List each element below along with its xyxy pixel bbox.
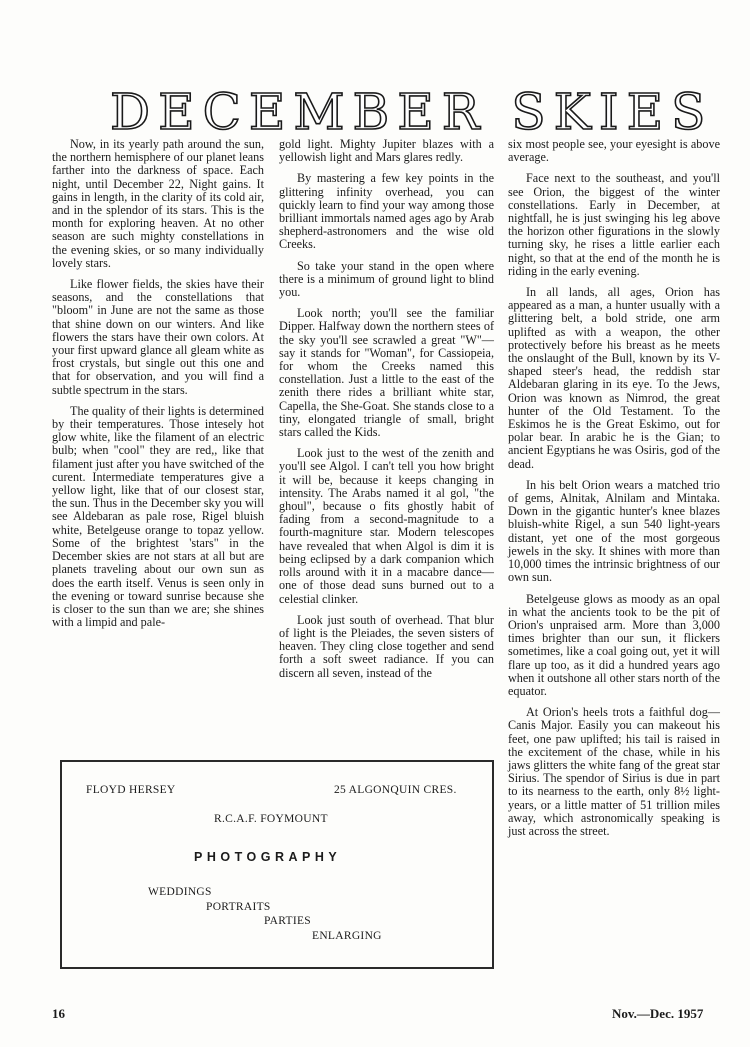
paragraph: So take your stand in the open where there is a minimum of ground light to blind you. bbox=[279, 258, 494, 300]
ad-service: PORTRAITS bbox=[206, 901, 271, 913]
paragraph: six most people see, your eyesight is above average. bbox=[508, 137, 720, 165]
article-title: DECEMBER SKIES bbox=[110, 83, 714, 141]
page-number: 16 bbox=[52, 1006, 65, 1021]
article-column-1 bbox=[52, 138, 264, 637]
ad-service: WEDDINGS bbox=[148, 886, 212, 898]
paragraph: Betelgeuse glows as moody as an opal in what the ancients took to be the pit of Orion's unpraised arm. More than 3,000 times brighter than our sun, it flickers sometimes, like a coal going out, yet it will flare up too, as it did a hundred years ago when it outshone all other stars north of the equator. bbox=[508, 591, 720, 698]
paragraph: Like flower fields, the skies have their seasons, and the constellations that "bloom" in June are not the same as those that shine down on our winters. And like flowers the stars have their own colors. At your first upward glance all gleam white as frost crystals, but single out this one and that for observation, and you will find a subtle spectrum in the stars. bbox=[52, 277, 264, 397]
paragraph: In all lands, all ages, Orion has appeared as a man, a hunter usually with a glittering belt, a bold stride, one arm uplifted as with a weapon, the other protectively before his breast as he meets the onslaught of the Bull, known by its V-shaped steer's head, the reddish star Aldebaran glaring in its eye. To the Jews, Orion was known as Nimrod, the great hunter of the Old Testament. To the Eskimos he is the Great Eskimo, out for polar bear. In arabic he is the Gian; to ancient Egyptians he was Osiris, god of the dead. bbox=[508, 285, 720, 471]
paragraph: Look just south of overhead. That blur of light is the Pleiades, the seven sisters of heaven. They cling close together and send forth a soft sweet radiance. If you can discern all seven, instead of the bbox=[279, 612, 494, 680]
paragraph: By mastering a few key points in the glittering infinity overhead, you can quickly learn to find your way among those brilliant immortals named ages ago by Arab shepherd-astronomers and the wise old Creeks. bbox=[279, 171, 494, 252]
paragraph: gold light. Mighty Jupiter blazes with a yellowish light and Mars glares redly. bbox=[279, 137, 494, 165]
paragraph: At Orion's heels trots a faithful dog—Canis Major. Easily you can makeout his feet, one paw uplifted; his tail is raised in the excitement of the chase, while in his jaws glitters the white fang of the great star Sirius. The spendor of Sirius is due in part to its nearness to the earth, only 8½ light-years, or a little matter of 51 trillion miles away, which astronomically speaking is just across the street. bbox=[508, 705, 720, 838]
photography-advertisement bbox=[60, 760, 494, 969]
ad-location: R.C.A.F. FOYMOUNT bbox=[214, 813, 328, 825]
ad-service: PARTIES bbox=[264, 915, 311, 927]
article-column-2 bbox=[279, 138, 494, 688]
paragraph: Now, in its yearly path around the sun, the northern hemisphere of our planet leans farther into the darkness of space. Each night, until December 22, Night gains. It gains in length, in the clarity of its cold air, and in the splendor of its stars. This is the month for exploring heaven. At no other season are such mighty constellations in the evening skies, or so many individually lovely stars. bbox=[52, 137, 264, 270]
paragraph: The quality of their lights is determined by their temperatures. Those intesely hot glow white, like the filament of an electric bulb; when "cool" they are red,, like that filament just after you have switched of the curent. Intermediate temperatures give a yellow light, like that of our closest star, the sun. Thus in the December sky you will see Aldebaran as pale rose, Rigel bluish white, Betelgeuse orange to topaz yellow. Some of the brightest 'stars" in the December skies are not stars at all but are planets traveling about our own sun as does the earth itself. Venus is seen only in the evening or toward sunrise because she is closer to the sun than we are; she shines with a limpid and pale- bbox=[52, 403, 265, 630]
paragraph: In his belt Orion wears a matched trio of gems, Alnitak, Alnilam and Mintaka. Down in the gigantic hunter's knee blazes bluish-white Rigel, a sun 540 light-years distant, yet one of the most gorgeous jewels in the sky. It shines with more than 10,000 times the intrinsic brightness of our own sun. bbox=[508, 477, 720, 585]
issue-date: Nov.—Dec. 1957 bbox=[612, 1006, 704, 1021]
ad-service: ENLARGING bbox=[312, 930, 382, 942]
paragraph: Face next to the southeast, and you'll see Orion, the biggest of the winter constellations. Early in December, at nightfall, he is just swinging his leg above the horizon other figurations in the slowly turning sky, he rises a little earlier each night, so that at the end of the month he is riding in the early evening. bbox=[508, 171, 720, 278]
paragraph: Look just to the west of the zenith and you'll see Algol. I can't tell you how bright it will be, because it keeps changing in intensity. The Arabs named it al gol, "the ghoul", because o fits ghostly habit of fading from a second-magnitude to a fourth-magniture star. Modern telescopes have revealed that when Algol is dim it is being eclipsed by a dark companion which rolls around with it in a macabre dance—one of those dead suns burned out to a celestial clinker. bbox=[279, 446, 494, 606]
ad-heading: PHOTOGRAPHY bbox=[194, 850, 342, 864]
ad-name: FLOYD HERSEY bbox=[86, 784, 176, 796]
article-column-3 bbox=[508, 138, 720, 846]
paragraph: Look north; you'll see the familiar Dipper. Halfway down the northern stees of the sky you'll see scrawled a great "W"—say it stands for "Woman", for Cassiopeia, for whom the Creeks named this constellation. Just a little to the east of the zenith there rides a brilliant white star, Capella, the She-Goat. She stands close to a tiny, elongated triangle of small, bright stars called the Kids. bbox=[279, 306, 494, 440]
ad-address: 25 ALGONQUIN CRES. bbox=[334, 784, 457, 796]
